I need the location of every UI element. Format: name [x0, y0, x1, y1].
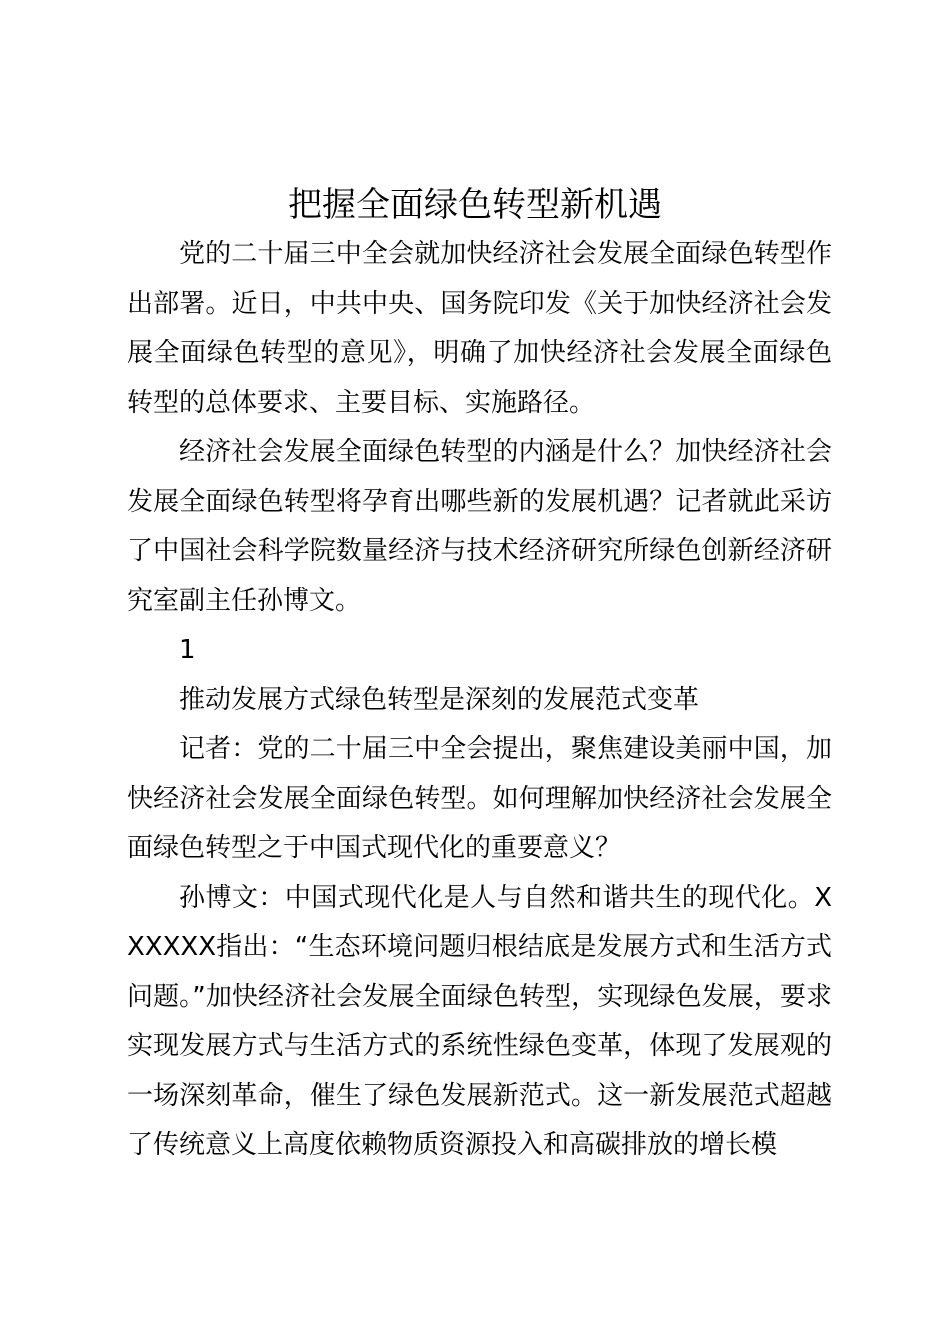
document-title: 把握全面绿色转型新机遇	[288, 185, 662, 225]
paragraph-answer: 孙博文：中国式现代化是人与自然和谐共生的现代化。XXXXXX指出：“生态环境问题归根结底是发展方式和生活方式问题。”加快经济社会发展全面绿色转型，实现绿色发展，要求实现发展方式与生活方式的系统性绿色变革，体现了发展观的一场深刻革命，催生了绿色发展新范式。这一新发展范式超越了传统意义上高度依赖物质资源投入和高碳排放的增长模	[127, 882, 832, 1160]
paragraph-intro: 党的二十届三中全会就加快经济社会发展全面绿色转型作出部署。近日，中共中央、国务院印发《关于加快经济社会发展全面绿色转型的意见》，明确了加快经济社会发展全面绿色转型的总体要求、主要目标、实施路径。	[127, 239, 832, 418]
document-body	[127, 230, 832, 1171]
section-number: 1	[179, 635, 196, 665]
paragraph-questions: 经济社会发展全面绿色转型的内涵是什么？加快经济社会发展全面绿色转型将孕育出哪些新的发展机遇？记者就此采访了中国社会科学院数量经济与技术经济研究所绿色创新经济研究室副主任孙博文。	[127, 437, 832, 616]
section-heading: 推动发展方式绿色转型是深刻的发展范式变革	[179, 684, 700, 715]
paragraph-reporter-question: 记者：党的二十届三中全会提出，聚焦建设美丽中国，加快经济社会发展全面绿色转型。如何理解加快经济社会发展全面绿色转型之于中国式现代化的重要意义？	[127, 734, 832, 863]
